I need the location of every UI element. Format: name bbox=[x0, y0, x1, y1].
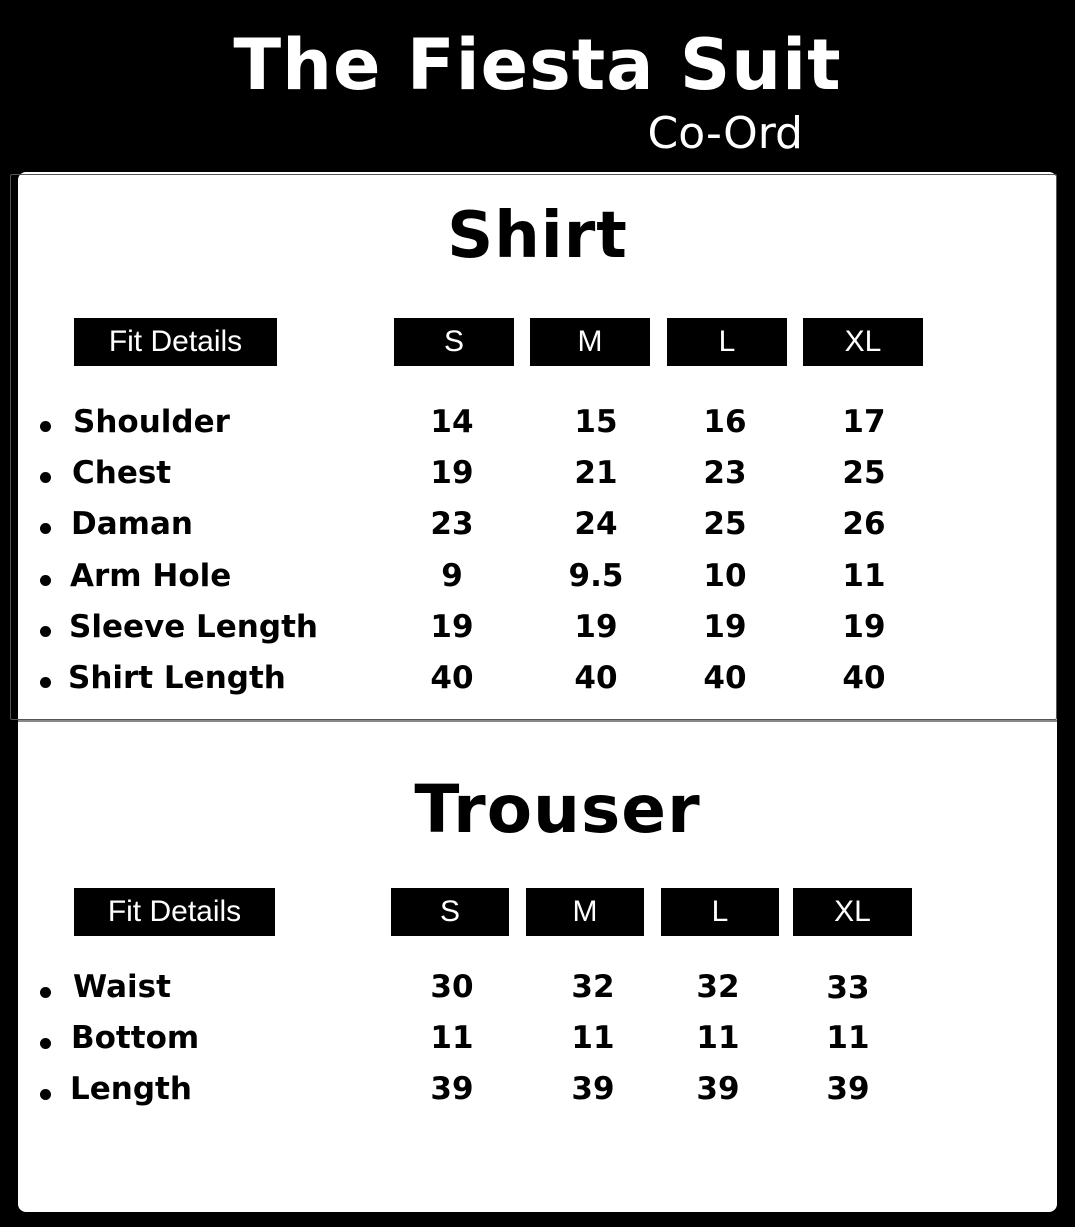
trouser-size-m-header: M bbox=[526, 888, 644, 936]
shirt-cell: 40 bbox=[574, 660, 618, 696]
bullet-icon bbox=[40, 1038, 51, 1049]
bullet-icon bbox=[40, 626, 51, 637]
section-divider bbox=[18, 720, 1057, 722]
shirt-fit-details-header: Fit Details bbox=[74, 318, 277, 366]
shirt-cell: 23 bbox=[430, 506, 474, 542]
trouser-row-label: Waist bbox=[73, 969, 171, 1005]
shirt-row-label: Shirt Length bbox=[68, 660, 286, 696]
trouser-cell: 39 bbox=[430, 1071, 474, 1107]
trouser-cell: 32 bbox=[571, 969, 615, 1005]
trouser-cell: 11 bbox=[696, 1020, 740, 1056]
shirt-row-label: Shoulder bbox=[73, 404, 230, 440]
shirt-cell: 24 bbox=[574, 506, 618, 542]
trouser-row-label: Bottom bbox=[71, 1020, 200, 1056]
shirt-cell: 19 bbox=[430, 455, 474, 491]
shirt-cell: 26 bbox=[842, 506, 886, 542]
shirt-cell: 15 bbox=[574, 404, 618, 440]
shirt-cell: 9.5 bbox=[568, 558, 624, 594]
trouser-cell: 33 bbox=[826, 970, 870, 1006]
bullet-icon bbox=[40, 575, 51, 586]
shirt-row-label: Chest bbox=[72, 455, 172, 491]
shirt-cell: 21 bbox=[574, 455, 618, 491]
shirt-size-l-header: L bbox=[667, 318, 787, 366]
shirt-cell: 16 bbox=[703, 404, 747, 440]
trouser-cell: 11 bbox=[571, 1020, 615, 1056]
shirt-cell: 17 bbox=[842, 404, 886, 440]
trouser-cell: 11 bbox=[826, 1020, 870, 1056]
bullet-icon bbox=[40, 523, 51, 534]
shirt-cell: 25 bbox=[842, 455, 886, 491]
shirt-cell: 23 bbox=[703, 455, 747, 491]
shirt-row-label: Arm Hole bbox=[70, 558, 232, 594]
shirt-cell: 11 bbox=[842, 558, 886, 594]
shirt-size-xl-header: XL bbox=[803, 318, 923, 366]
trouser-cell: 39 bbox=[571, 1071, 615, 1107]
trouser-fit-details-header: Fit Details bbox=[74, 888, 275, 936]
bullet-icon bbox=[40, 1089, 51, 1100]
shirt-cell: 19 bbox=[574, 609, 618, 645]
bullet-icon bbox=[40, 987, 51, 998]
shirt-section-title: Shirt bbox=[447, 199, 628, 273]
bullet-icon bbox=[40, 472, 51, 483]
trouser-size-xl-header: XL bbox=[793, 888, 912, 936]
trouser-cell: 39 bbox=[696, 1071, 740, 1107]
trouser-cell: 11 bbox=[430, 1020, 474, 1056]
page-subtitle: Co-Ord bbox=[647, 108, 803, 159]
trouser-size-l-header: L bbox=[661, 888, 779, 936]
shirt-cell: 19 bbox=[430, 609, 474, 645]
shirt-row-label: Daman bbox=[71, 506, 193, 542]
shirt-cell: 40 bbox=[703, 660, 747, 696]
trouser-section-title: Trouser bbox=[414, 771, 701, 848]
shirt-cell: 10 bbox=[703, 558, 747, 594]
shirt-row-label: Sleeve Length bbox=[69, 609, 318, 645]
shirt-cell: 40 bbox=[430, 660, 474, 696]
bullet-icon bbox=[40, 421, 51, 432]
trouser-row-label: Length bbox=[70, 1071, 192, 1107]
trouser-size-s-header: S bbox=[391, 888, 509, 936]
shirt-cell: 25 bbox=[703, 506, 747, 542]
shirt-size-m-header: M bbox=[530, 318, 650, 366]
shirt-cell: 40 bbox=[842, 660, 886, 696]
trouser-cell: 39 bbox=[826, 1071, 870, 1107]
bullet-icon bbox=[40, 677, 51, 688]
shirt-cell: 19 bbox=[703, 609, 747, 645]
shirt-size-s-header: S bbox=[394, 318, 514, 366]
page-title: The Fiesta Suit bbox=[233, 24, 842, 106]
shirt-cell: 19 bbox=[842, 609, 886, 645]
shirt-cell: 9 bbox=[441, 558, 463, 594]
trouser-cell: 30 bbox=[430, 969, 474, 1005]
shirt-cell: 14 bbox=[430, 404, 474, 440]
trouser-cell: 32 bbox=[696, 969, 740, 1005]
